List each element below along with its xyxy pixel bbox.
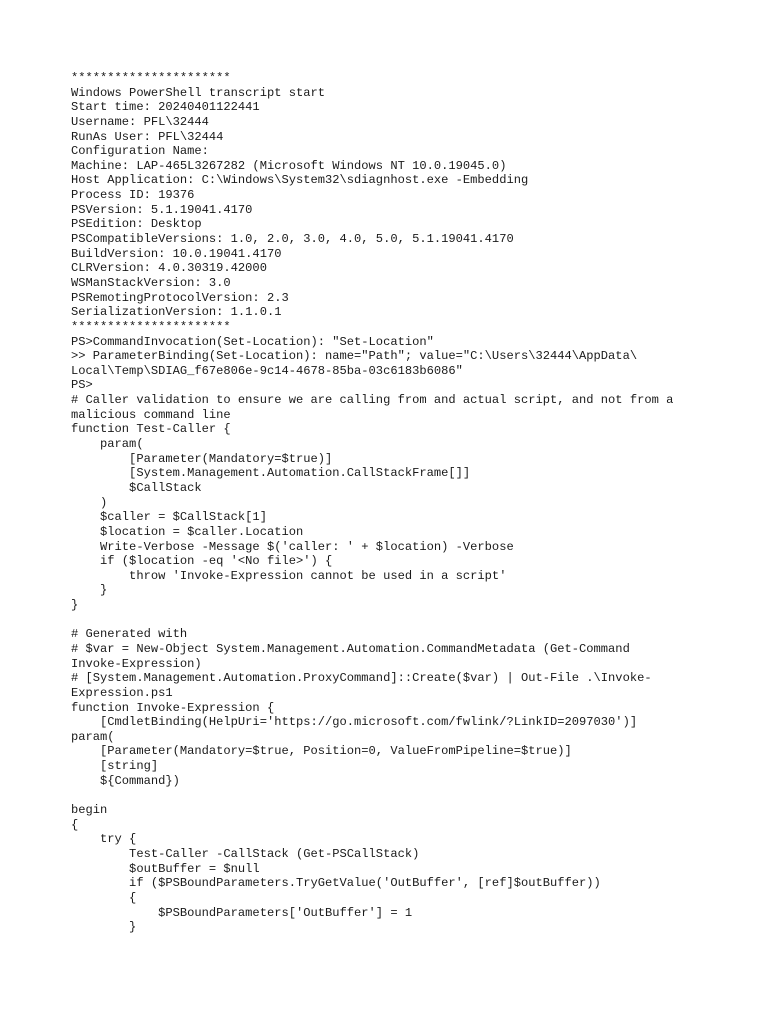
text-line: [string] <box>71 759 159 774</box>
text-line <box>71 613 751 628</box>
text-line: { <box>71 890 137 905</box>
text-line: Test-Caller -CallStack (Get-PSCallStack) <box>71 846 420 861</box>
text-line: # $var = New-Object System.Management.Automation.CommandMetadata (Get-Command <box>71 641 630 656</box>
text-line: $PSBoundParameters['OutBuffer'] = 1 <box>71 905 413 920</box>
text-line: if ($location -eq '<No file>') { <box>71 554 333 569</box>
text-line: ********************** <box>71 71 231 85</box>
text-line: function Test-Caller { <box>71 422 231 437</box>
text-line: malicious command line <box>71 407 231 422</box>
text-line: [System.Management.Automation.CallStackFrame[]] <box>71 466 471 481</box>
text-line <box>71 788 751 803</box>
text-line: [Parameter(Mandatory=$true)] <box>71 451 333 466</box>
text-line: # Caller validation to ensure we are calling from and actual script, and not from a <box>71 393 674 408</box>
text-line: PSVersion: 5.1.19041.4170 <box>71 202 253 217</box>
text-line: PS> <box>71 378 93 393</box>
text-line: $CallStack <box>71 480 202 495</box>
text-line: throw 'Invoke-Expression cannot be used in a script' <box>71 568 507 583</box>
text-line: PSEdition: Desktop <box>71 217 202 232</box>
text-line: Windows PowerShell transcript start <box>71 85 326 100</box>
text-line: SerializationVersion: 1.1.0.1 <box>71 305 282 320</box>
text-line: BuildVersion: 10.0.19041.4170 <box>71 246 282 261</box>
text-line: { <box>71 817 79 832</box>
text-line: Process ID: 19376 <box>71 188 195 203</box>
text-line: PS>CommandInvocation(Set-Location): "Set-Location" <box>71 334 434 349</box>
transcript-document <box>71 71 751 935</box>
text-line: begin <box>71 803 108 818</box>
text-line: Expression.ps1 <box>71 685 173 700</box>
text-line: ********************** <box>71 319 231 334</box>
text-line: ${Command}) <box>71 773 180 788</box>
text-line: WSManStackVersion: 3.0 <box>71 275 231 290</box>
text-line: param( <box>71 437 144 452</box>
text-line: } <box>71 583 108 598</box>
text-line: Machine: LAP-465L3267282 (Microsoft Windows NT 10.0.19045.0) <box>71 158 507 173</box>
text-line: Username: PFL\32444 <box>71 114 209 129</box>
text-line: [CmdletBinding(HelpUri='https://go.microsoft.com/fwlink/?LinkID=2097030')] <box>71 715 638 730</box>
text-line: $location = $caller.Location <box>71 524 304 539</box>
text-line: Invoke-Expression) <box>71 656 202 671</box>
text-line: Host Application: C:\Windows\System32\sdiagnhost.exe -Embedding <box>71 173 529 188</box>
text-line: $outBuffer = $null <box>71 861 260 876</box>
text-line: function Invoke-Expression { <box>71 700 275 715</box>
text-line: } <box>71 598 79 613</box>
text-line: RunAs User: PFL\32444 <box>71 129 224 144</box>
text-line: Write-Verbose -Message $('caller: ' + $location) -Verbose <box>71 539 514 554</box>
text-line: try { <box>71 832 137 847</box>
text-line: CLRVersion: 4.0.30319.42000 <box>71 261 267 276</box>
text-line: if ($PSBoundParameters.TryGetValue('OutBuffer', [ref]$outBuffer)) <box>71 876 601 891</box>
text-line: >> ParameterBinding(Set-Location): name="Path"; value="C:\Users\32444\AppData\ <box>71 349 638 364</box>
text-line: # [System.Management.Automation.ProxyCommand]::Create($var) | Out-File .\Invoke- <box>71 671 652 686</box>
text-line: PSCompatibleVersions: 1.0, 2.0, 3.0, 4.0, 5.0, 5.1.19041.4170 <box>71 232 514 247</box>
text-line: Local\Temp\SDIAG_f67e806e-9c14-4678-85ba-03c6183b6086" <box>71 363 463 378</box>
text-line: # Generated with <box>71 627 188 642</box>
text-line: $caller = $CallStack[1] <box>71 510 267 525</box>
text-line: } <box>71 920 137 935</box>
text-line: PSRemotingProtocolVersion: 2.3 <box>71 290 289 305</box>
text-line: [Parameter(Mandatory=$true, Position=0, ValueFromPipeline=$true)] <box>71 744 572 759</box>
text-line: Start time: 20240401122441 <box>71 100 260 115</box>
text-line: param( <box>71 729 115 744</box>
text-line: ) <box>71 495 108 510</box>
text-line: Configuration Name: <box>71 144 209 159</box>
